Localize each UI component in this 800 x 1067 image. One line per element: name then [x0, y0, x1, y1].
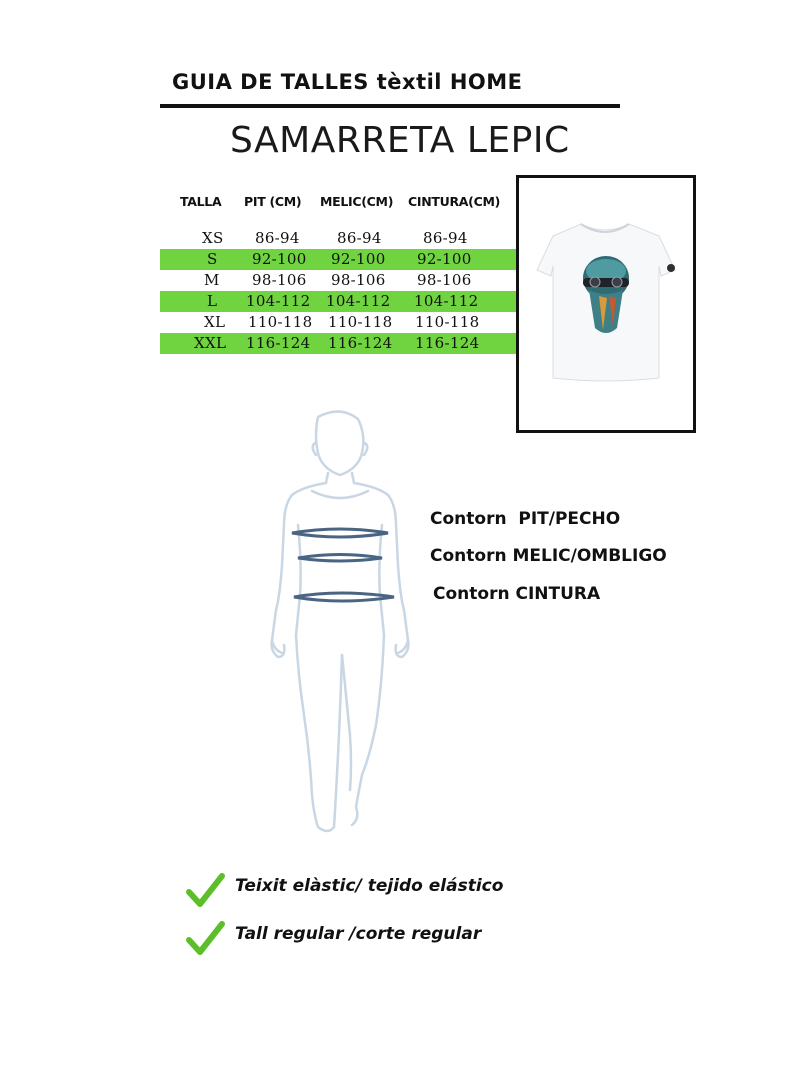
header-cintura: CINTURA(CM) — [408, 194, 501, 209]
cell-size: S — [207, 250, 218, 268]
cell-size: XXL — [194, 334, 227, 352]
header-melic: MELIC(CM) — [320, 194, 394, 209]
label-navel: Contorn MELIC/OMBLIGO — [430, 546, 667, 566]
check-icon — [185, 870, 225, 910]
cell-pit: 110-118 — [248, 313, 313, 331]
size-table — [160, 190, 516, 352]
navel-measure-line — [298, 555, 382, 562]
cell-size: L — [207, 292, 218, 310]
title-underline — [160, 104, 620, 108]
cell-melic: 86-94 — [337, 229, 382, 247]
table-header-row — [160, 190, 516, 220]
cell-melic: 104-112 — [326, 292, 391, 310]
cell-melic: 92-100 — [331, 250, 386, 268]
product-title: SAMARRETA LEPIC — [230, 120, 570, 161]
table-body — [160, 228, 516, 354]
cell-pit: 98-106 — [252, 271, 307, 289]
table-row — [160, 333, 516, 354]
header-talla: TALLA — [180, 194, 222, 209]
table-row — [160, 249, 516, 270]
cell-melic: 116-124 — [328, 334, 393, 352]
check-icon — [185, 918, 225, 958]
label-waist: Contorn CINTURA — [433, 584, 601, 604]
cell-size: XL — [204, 313, 226, 331]
cell-melic: 98-106 — [331, 271, 386, 289]
cell-cintura: 92-100 — [417, 250, 472, 268]
cell-pit: 116-124 — [246, 334, 311, 352]
cell-cintura: 116-124 — [415, 334, 480, 352]
cell-size: M — [204, 271, 220, 289]
guide-title: GUIA DE TALLES tèxtil HOME — [172, 70, 523, 94]
body-figure — [200, 395, 460, 845]
chest-measure-line — [292, 529, 388, 537]
cell-cintura: 98-106 — [417, 271, 472, 289]
feature-text: Tall regular /corte regular — [235, 924, 482, 944]
table-row — [160, 312, 516, 333]
header-pit: PIT (CM) — [244, 194, 302, 209]
cell-cintura: 110-118 — [415, 313, 480, 331]
label-chest: Contorn PIT/PECHO — [430, 509, 621, 529]
cell-melic: 110-118 — [328, 313, 393, 331]
table-row — [160, 291, 516, 312]
tshirt-image — [519, 178, 693, 430]
feature-text: Teixit elàstic/ tejido elástico — [235, 876, 504, 896]
product-photo — [516, 175, 696, 433]
cell-pit: 86-94 — [255, 229, 300, 247]
cell-pit: 92-100 — [252, 250, 307, 268]
cell-pit: 104-112 — [246, 292, 311, 310]
cell-cintura: 86-94 — [423, 229, 468, 247]
table-row — [160, 228, 516, 249]
cell-cintura: 104-112 — [414, 292, 479, 310]
cell-size: XS — [202, 229, 224, 247]
table-row — [160, 270, 516, 291]
